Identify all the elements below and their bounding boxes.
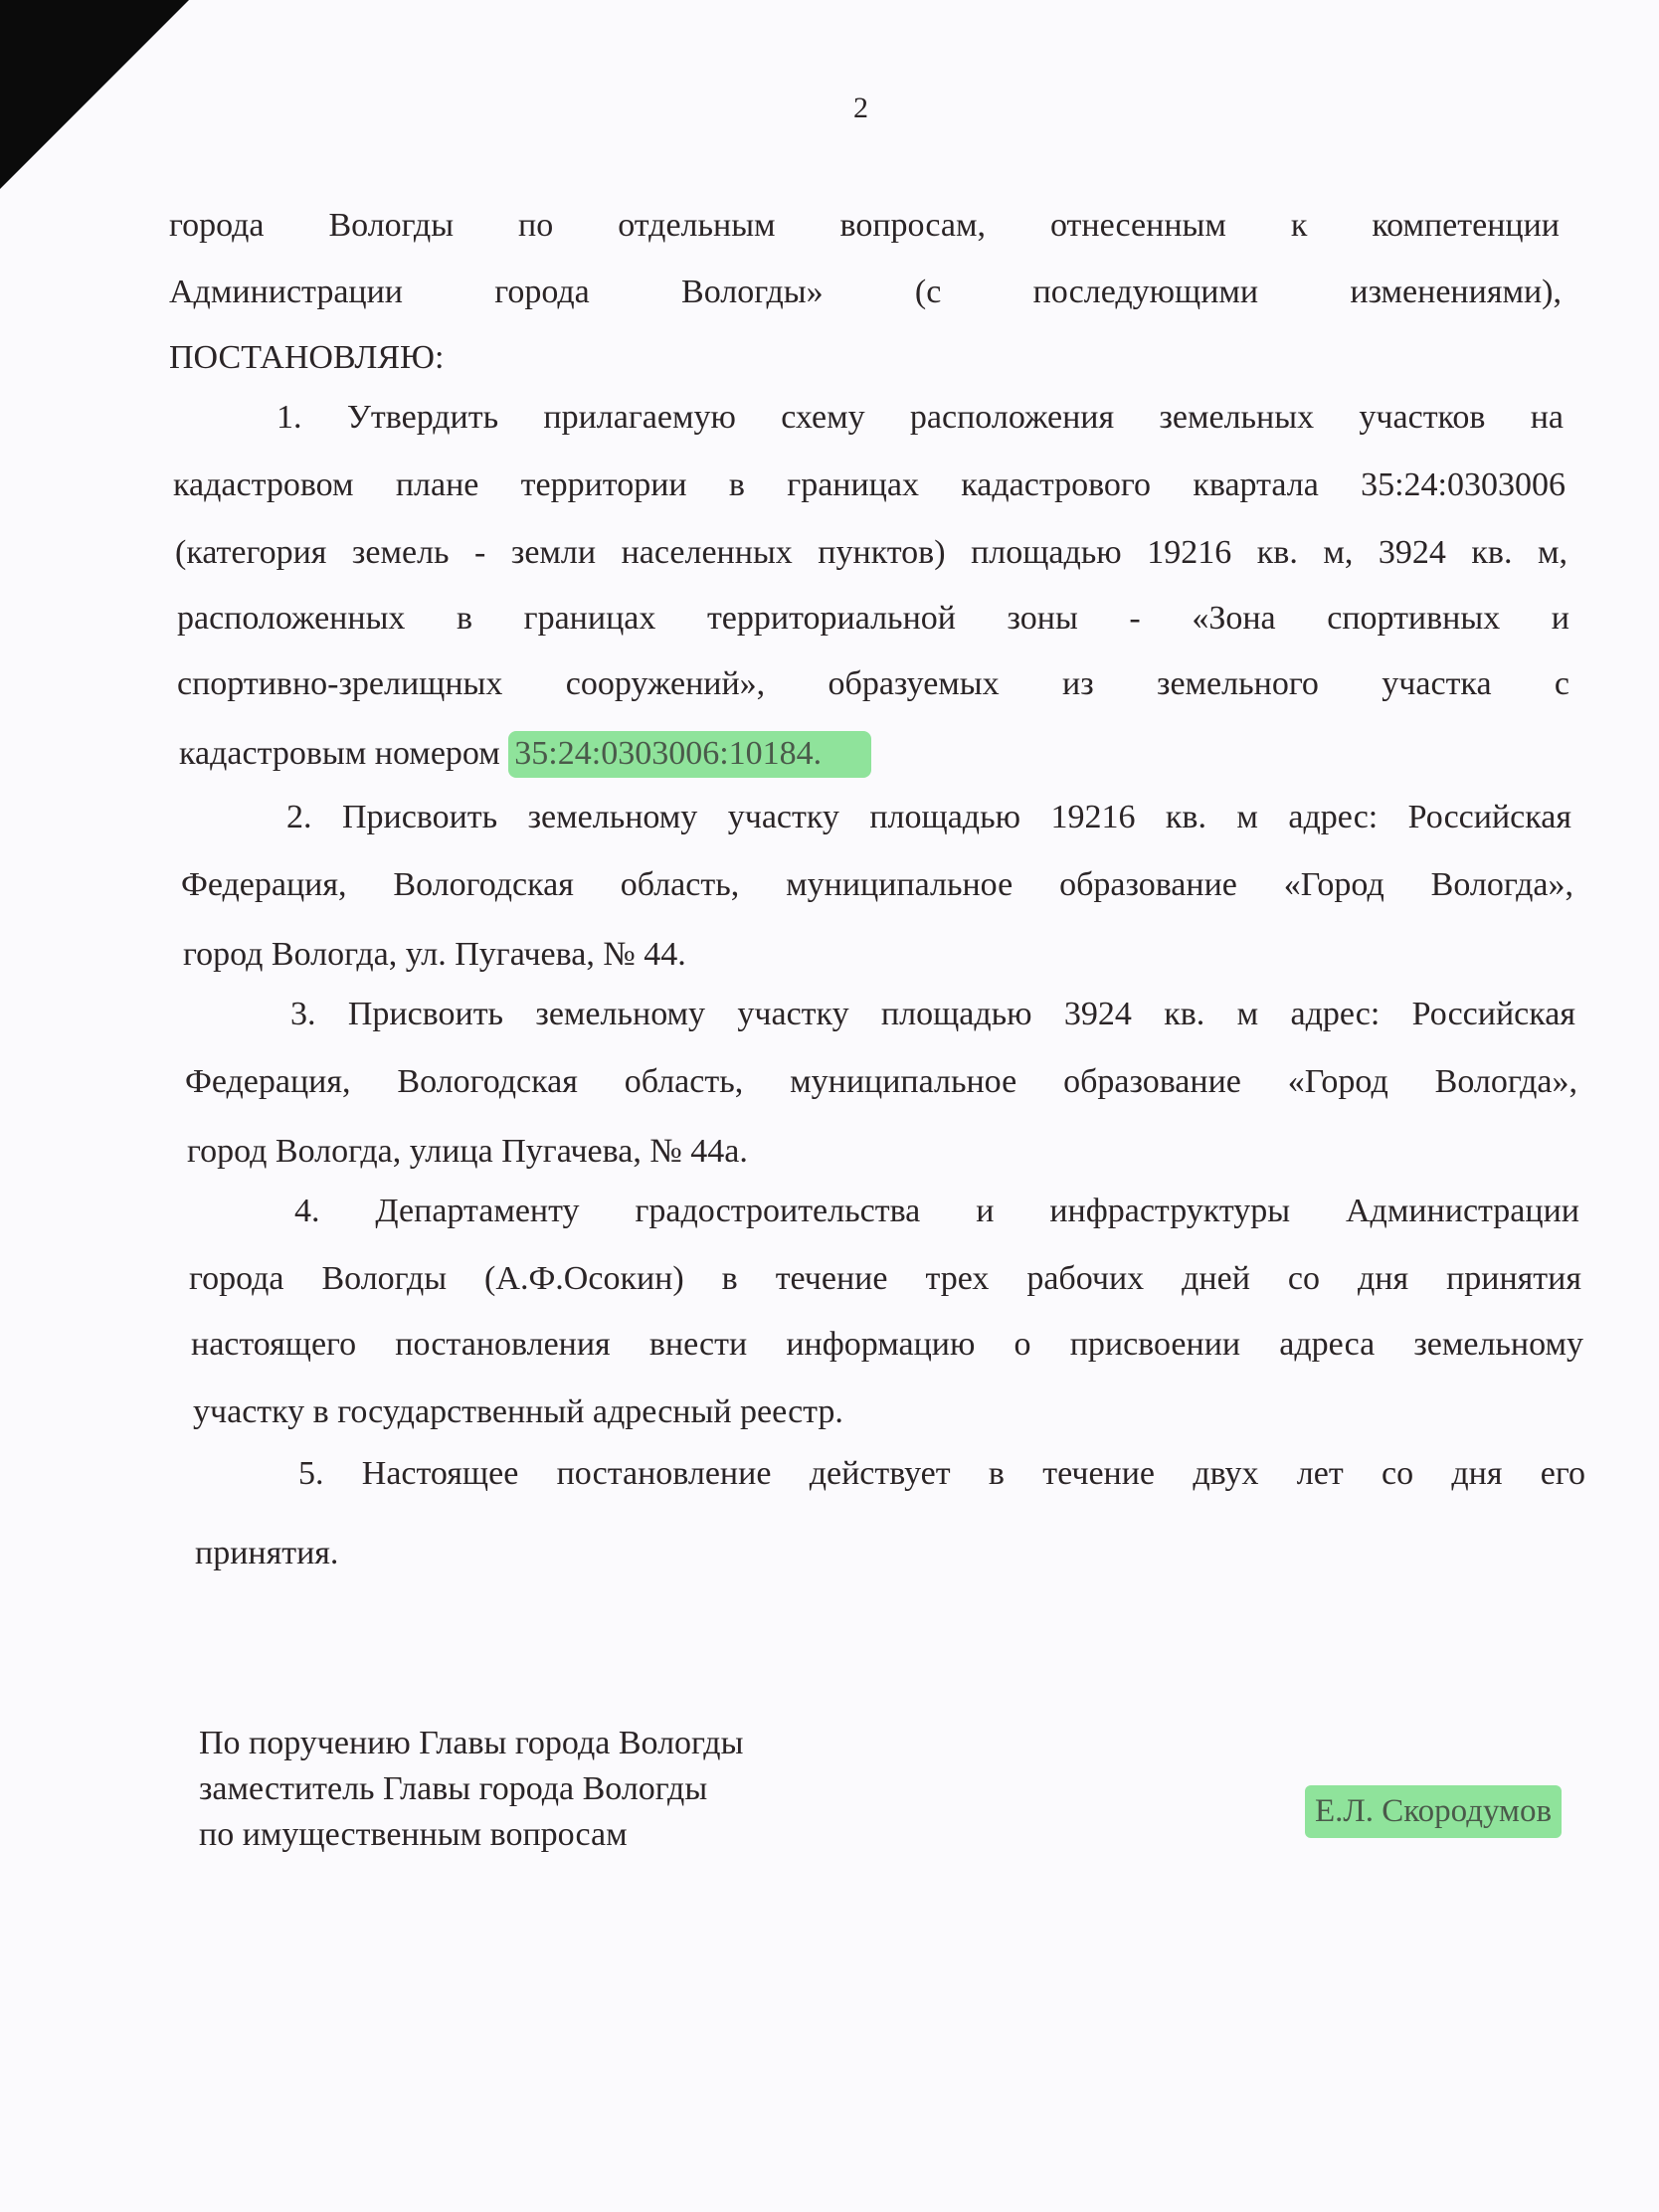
line-text: ПОСТАНОВЛЯЮ: [169, 339, 445, 376]
signature-block [199, 1721, 743, 1858]
scan-corner-shadow [0, 0, 189, 189]
line-text: город Вологда, улица Пугачева, № 44а. [187, 1133, 748, 1170]
paragraph-2-line [173, 463, 1566, 507]
paragraph-3-line [286, 796, 1571, 839]
paragraph-4-line [187, 1130, 748, 1174]
line-text: Федерация, Вологодская область, муниципальное образование «Город Вологда», [185, 1063, 1577, 1100]
paragraph-1-line [169, 204, 1560, 248]
signature-line: по имущественным вопросам [199, 1816, 628, 1853]
paragraph-1-line [169, 271, 1562, 314]
line-text: город Вологда, ул. Пугачева, № 44. [183, 936, 686, 973]
line-text: 3. Присвоить земельному участку площадью 3924 кв. м адрес: Российская [290, 996, 1575, 1032]
line-text: 5. Настоящее постановление действует в течение двух лет со дня его [298, 1455, 1585, 1492]
page-number: 2 [853, 92, 868, 124]
line-text: 2. Присвоить земельному участку площадью 19216 кв. м адрес: Российская [286, 799, 1571, 835]
paragraph-2-line [177, 597, 1569, 641]
paragraph-5-line [294, 1190, 1579, 1233]
paragraph-3-line [181, 863, 1573, 907]
paragraph-2-line [177, 662, 1569, 706]
line-text: спортивно-зрелищных сооружений», образуемых из земельного участка с [177, 665, 1569, 702]
paragraph-6-line [298, 1452, 1585, 1496]
paragraph-4-line [290, 993, 1575, 1036]
paragraph-4-line [185, 1060, 1577, 1104]
signature-line: По поручению Главы города Вологды [199, 1725, 744, 1761]
line-text: города Вологды по отдельным вопросам, отнесенным к компетенции [169, 207, 1560, 244]
paragraph-1-line [169, 336, 444, 380]
line-text: Федерация, Вологодская область, муниципальное образование «Город Вологда», [181, 866, 1573, 903]
line-text: настоящего постановления внести информацию о присвоении адреса земельному [191, 1326, 1583, 1363]
paragraph-6-line [195, 1532, 338, 1575]
line-text: 4. Департаменту градостроительства и инфраструктуры Администрации [294, 1193, 1579, 1229]
paragraph-2-line [179, 732, 871, 776]
line-text: 1. Утвердить прилагаемую схему расположения земельных участков на [276, 399, 1564, 436]
line-text: кадастровым номером [179, 735, 500, 772]
paragraph-2-line [276, 396, 1564, 440]
signatory-name: Е.Л. Скородумов [1305, 1785, 1562, 1838]
signature-line: заместитель Главы города Вологды [199, 1770, 708, 1807]
line-text: кадастровом плане территории в границах кадастрового квартала 35:24:0303006 [173, 466, 1566, 503]
paragraph-5-line [189, 1257, 1581, 1301]
paragraph-5-line [193, 1390, 843, 1434]
paragraph-2-line [175, 531, 1567, 575]
highlighted-cadastral-number: 35:24:0303006:10184. [508, 731, 871, 778]
line-text: города Вологды (А.Ф.Осокин) в течение трех рабочих дней со дня принятия [189, 1260, 1581, 1297]
line-text: участку в государственный адресный реестр. [193, 1393, 843, 1430]
paragraph-5-line [191, 1323, 1583, 1367]
paragraph-3-line [183, 933, 686, 977]
line-text: расположенных в границах территориальной зоны - «Зона спортивных и [177, 600, 1569, 637]
line-text: принятия. [195, 1535, 339, 1571]
line-text: Администрации города Вологды» (с последующими изменениями), [169, 274, 1562, 310]
line-text: (категория земель - земли населенных пунктов) площадью 19216 кв. м, 3924 кв. м, [175, 534, 1567, 571]
